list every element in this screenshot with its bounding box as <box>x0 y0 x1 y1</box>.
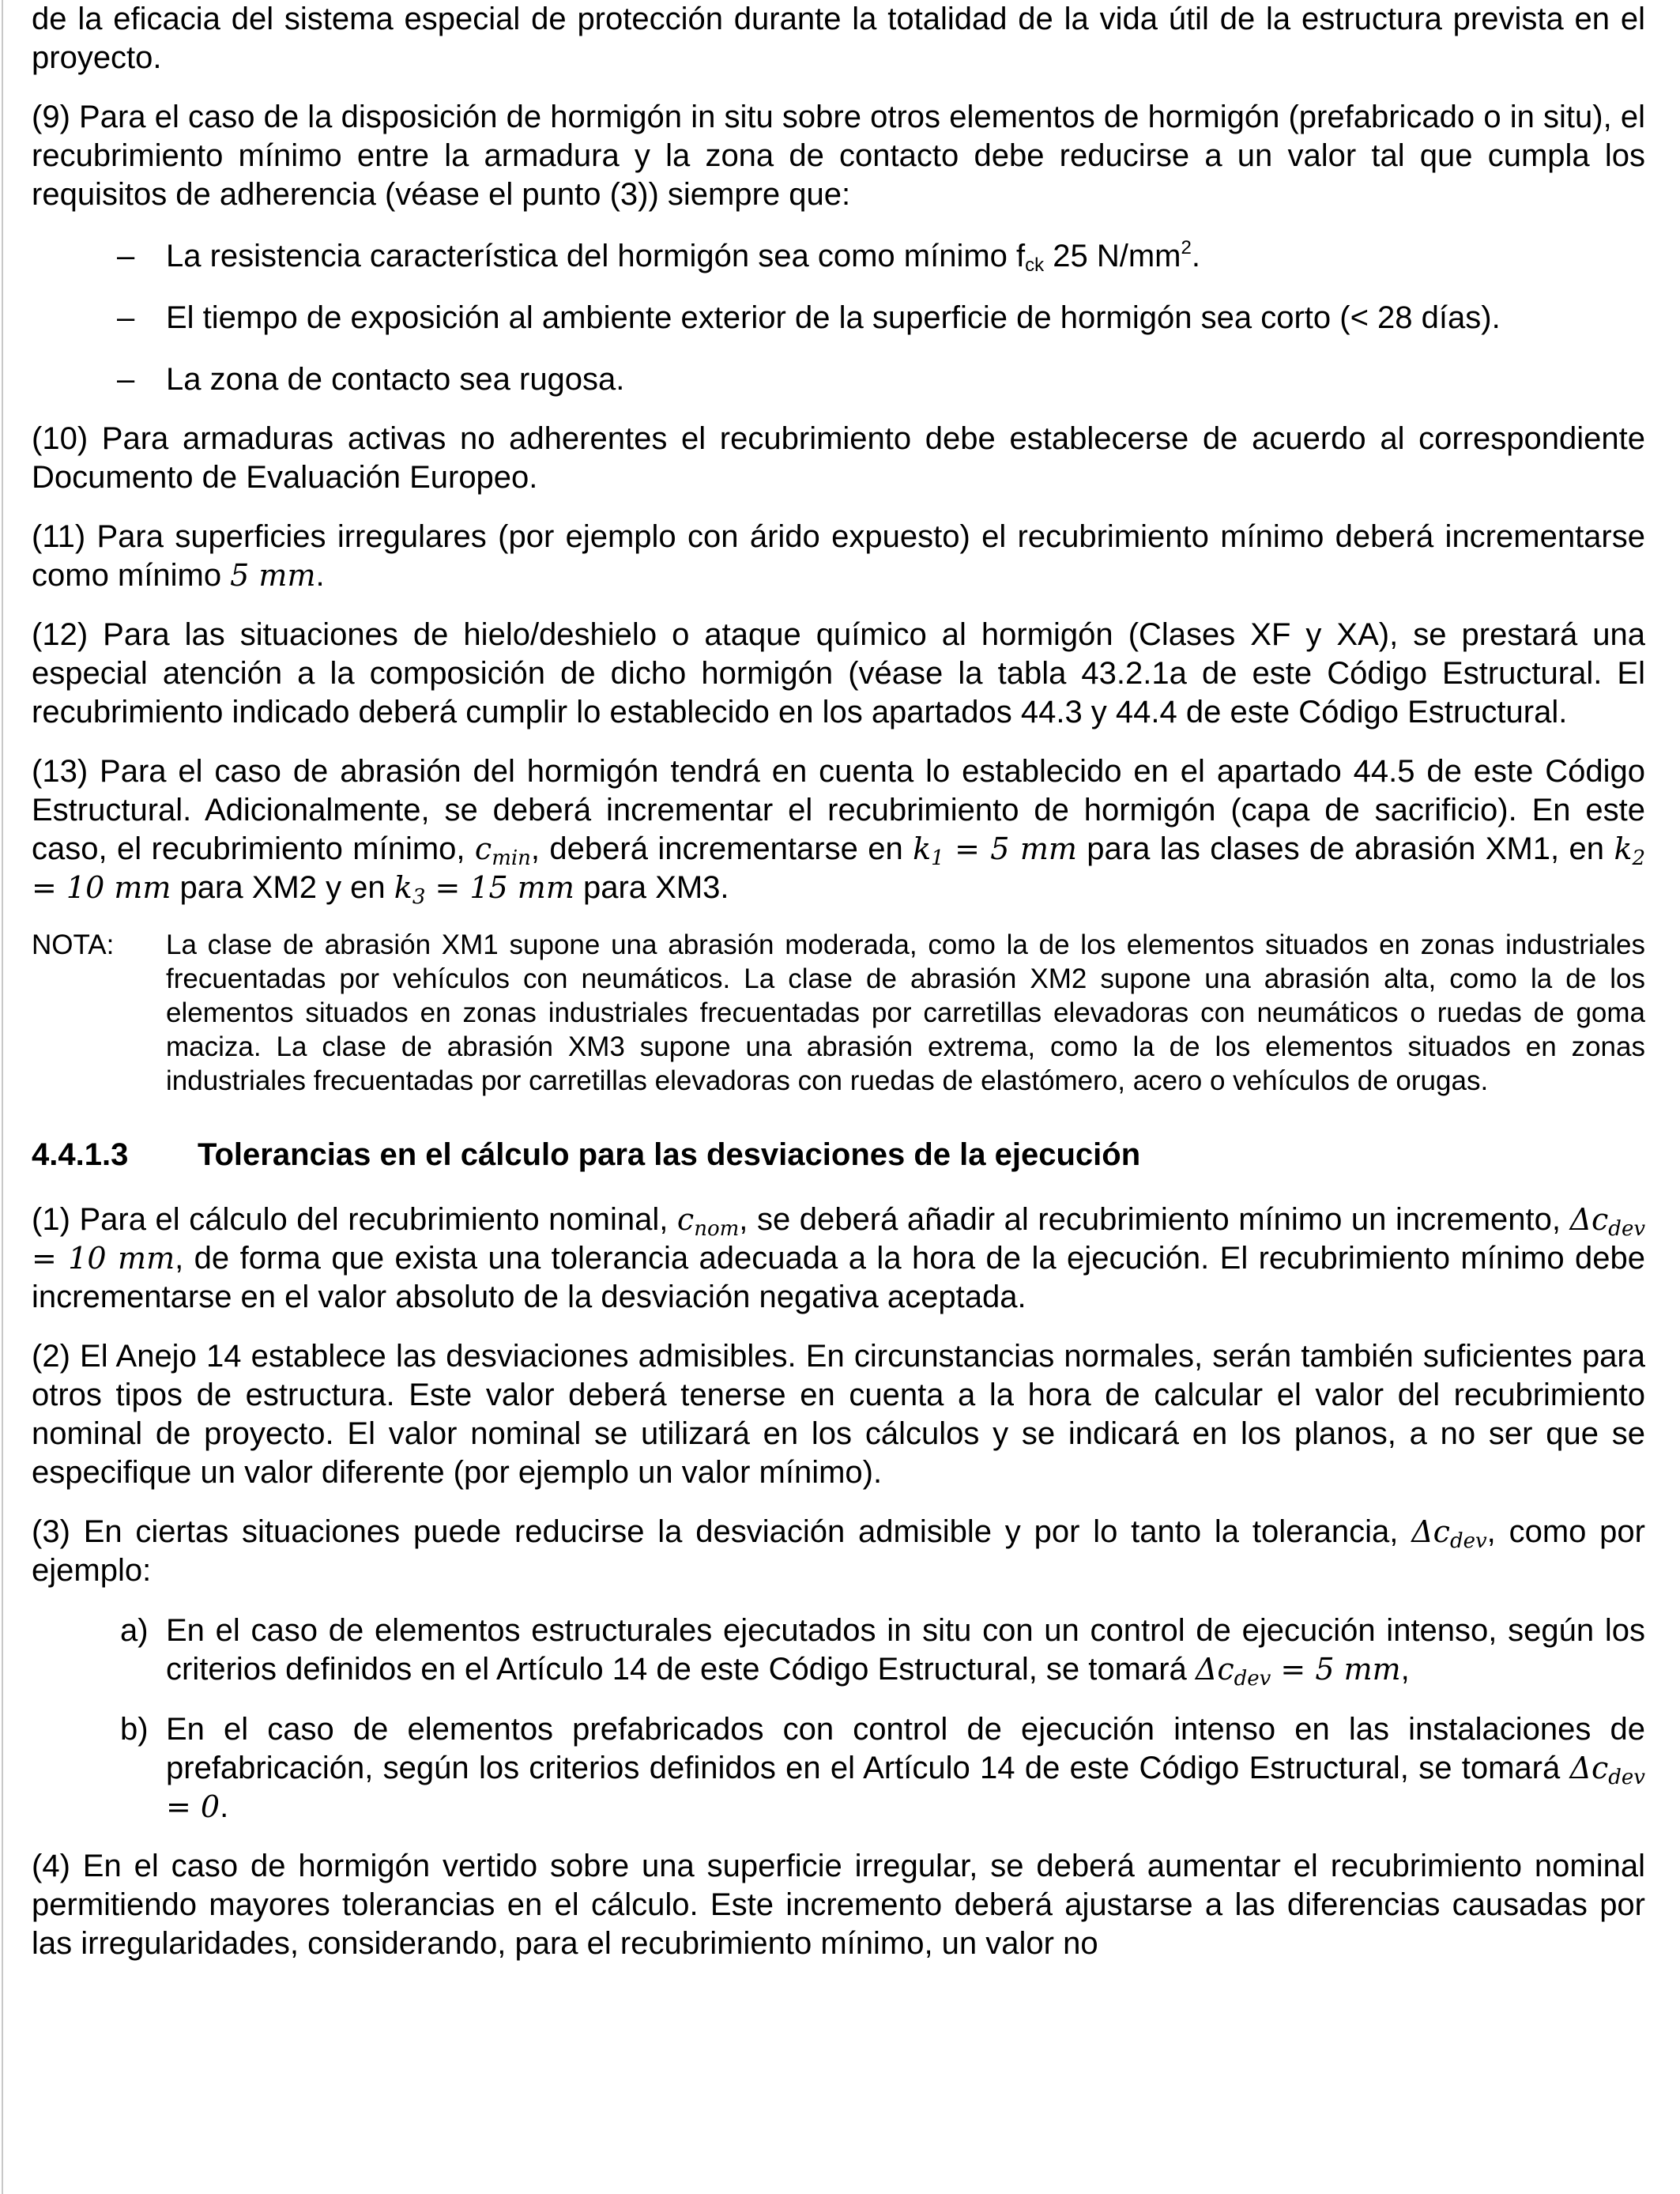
paragraph-11: (11) Para superficies irregulares (por ejemplo con árido expuesto) el recubrimiento mínimo deberá incrementarse como mínimo 5 mm. <box>32 519 1645 593</box>
dash-marker: – <box>117 300 135 335</box>
note-label: NOTA: <box>32 929 115 960</box>
math-k1: $k_1 = 5$ mm <box>913 831 1077 870</box>
list-item <box>32 1612 1645 1689</box>
math-expression: 5 mm <box>230 558 316 593</box>
page-border-line <box>2 0 3 2194</box>
section-title: Tolerancias en el cálculo para las desviaciones de la ejecución <box>198 1137 1141 1172</box>
section-number: 4.4.1.3 <box>32 1137 129 1172</box>
note-text: La clase de abrasión XM1 supone una abrasión moderada, como la de los elementos situados en zonas industriales frecuentadas por vehículos con neumáticos. La clase de abrasión XM2 supone una abrasión alta, como la de los elementos situados en zonas industriales frecuentadas por carretillas elevadoras con neumáticos o ruedas de goma maciza. La clase de abrasión XM3 supone una abrasión extrema, como la de los elementos situados en zonas industriales frecuentadas por carretillas elevadoras con ruedas de elastómero, acero o vehículos de orugas. <box>166 929 1645 1096</box>
note-block <box>32 928 1645 1098</box>
section-paragraph-3 <box>32 1513 1645 1826</box>
list-item <box>32 1710 1645 1826</box>
math-k2: $k_2 = 10$ mm <box>32 831 1646 905</box>
document-body <box>32 0 1645 1963</box>
paragraph-9-text: (9) Para el caso de la disposición de hormigón in situ sobre otros elementos de hormigón (prefabricado o in situ), el recubrimiento mínimo entre la armadura y la zona de contacto debe reducirse a un valor tal que cumpla los requisitos de adherencia (véase el punto (3)) siempre que: <box>32 100 1645 212</box>
list-marker: b) <box>120 1712 149 1747</box>
section-paragraph-3-text: (3) En ciertas situaciones puede reducirse la desviación admisible y por lo tanto la tolerancia, $\Delta c_{dev}$, como por ejemplo: <box>32 1514 1645 1589</box>
list-item <box>32 299 1645 337</box>
list-item-text: La zona de contacto sea rugosa. <box>166 362 625 397</box>
list-item-text: En el caso de elementos prefabricados con control de ejecución intenso en las instalaciones de prefabricación, según los criterios definidos en el Artículo 14 de este Código Estructural, se tomará $\Delta c_{dev} = 0$. <box>166 1712 1645 1825</box>
list-marker: a) <box>120 1613 149 1649</box>
list-item <box>32 360 1645 399</box>
math-delta-c-dev: $\Delta c_{dev} = 10$ mm <box>32 1202 1646 1276</box>
paragraph-12: (12) Para las situaciones de hielo/deshielo o ataque químico al hormigón (Clases XF y XA), se prestará una especial atención a la composición de dicho hormigón (véase la tabla 43.2.1a de este Código Estructural. El recubrimiento indicado deberá cumplir lo establecido en los apartados 44.3 y 44.4 de este Código Estructural. <box>32 617 1645 729</box>
list-item-text: El tiempo de exposición al ambiente exterior de la superficie de hormigón sea corto (< 28 días). <box>166 300 1501 335</box>
dash-marker: – <box>117 239 135 273</box>
list-item-text: En el caso de elementos estructurales ejecutados in situ con un control de ejecución intenso, según los criterios definidos en el Artículo 14 de este Código Estructural, se tomará $\Delta c_{dev} = 5$ mm, <box>166 1613 1645 1691</box>
paragraph-13: (13) Para el caso de abrasión del hormigón tendrá en cuenta lo establecido en el apartado 44.5 de este Código Estructural. Adicionalmente, se deberá incrementar el recubrimiento de hormigón (capa de sacrificio). En este caso, el recubrimiento mínimo, $c_{min}$, deberá incrementarse en $k_1 = 5$ mm para las clases de abrasión XM1, en $k_2 = 10$ mm para XM2 y en $k_3 = 15$ mm para XM3. <box>32 754 1646 909</box>
list-item-text: La resistencia característica del hormigón sea como mínimo $f_{ck}$ 25 $N/mm^2$. <box>166 237 1200 276</box>
math-c-nom: $c_{nom}$ <box>676 1202 740 1242</box>
paragraph-continuation: de la eficacia del sistema especial de protección durante la totalidad de la vida útil de la estructura prevista en el proyecto. <box>32 2 1645 75</box>
math-k3: $k_3 = 15$ mm <box>394 870 574 909</box>
list-item <box>32 237 1645 276</box>
section-paragraph-3-cases <box>32 1612 1645 1826</box>
dash-marker: – <box>117 362 135 397</box>
paragraph-10: (10) Para armaduras activas no adherentes el recubrimiento debe establecerse de acuerdo al correspondiente Documento de Evaluación Europeo. <box>32 421 1645 495</box>
section-paragraph-2: (2) El Anejo 14 establece las desviaciones admisibles. En circunstancias normales, serán también suficientes para otros tipos de estructura. Este valor deberá tenerse en cuenta a la hora de calcular el valor del recubrimiento nominal de proyecto. El valor nominal se utilizará en los cálculos y se indicará en los planos, a no ser que se especifique un valor diferente (por ejemplo un valor mínimo). <box>32 1339 1645 1491</box>
paragraph-9 <box>32 98 1645 399</box>
paragraph-9-conditions <box>32 237 1645 399</box>
math-c-min: $c_{min}$ <box>474 831 531 870</box>
section-paragraph-1: (1) Para el cálculo del recubrimiento nominal, $c_{nom}$, se deberá añadir al recubrimiento mínimo un incremento, $\Delta c_{dev} = 10$ mm, de forma que exista una tolerancia adecuada a la hora de la ejecución. El recubrimiento mínimo debe incrementarse en el valor absoluto de la desviación negativa aceptada. <box>32 1202 1646 1315</box>
section-heading <box>32 1136 1645 1174</box>
math-delta-c-dev: $\Delta c_{dev}$ <box>1411 1514 1487 1554</box>
section-paragraph-4: (4) En el caso de hormigón vertido sobre una superficie irregular, se deberá aumentar el recubrimiento nominal permitiendo mayores tolerancias en el cálculo. Este incremento deberá ajustarse a las diferencias causadas por las irregularidades, considerando, para el recubrimiento mínimo, un valor no <box>32 1849 1645 1962</box>
